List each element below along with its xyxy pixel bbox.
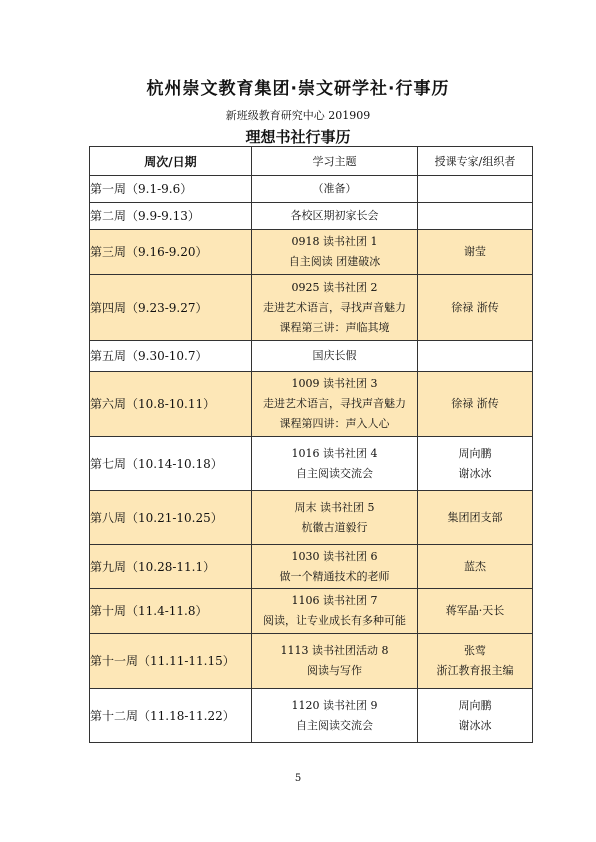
topic-line: 国庆长假 xyxy=(312,349,357,362)
expert-line: 张莺 xyxy=(464,644,486,657)
topic-line: 1016 读书社团 4 xyxy=(291,446,378,460)
week-cell: 第十一周（11.11-11.15） xyxy=(90,634,252,689)
topic-line: 1113 读书社团活动 8 xyxy=(280,644,389,657)
topic-line: 课程第四讲：声入人心 xyxy=(279,417,390,430)
table-row xyxy=(90,230,533,275)
schedule-table xyxy=(89,146,533,743)
header-topic: 学习主题 xyxy=(252,147,418,176)
topic-cell xyxy=(252,230,418,275)
table-row xyxy=(90,437,533,491)
topic-line: 阅读与写作 xyxy=(307,664,362,677)
week-cell: 第八周（10.21-10.25） xyxy=(90,491,252,545)
topic-cell xyxy=(252,689,418,743)
table-row xyxy=(90,341,533,372)
topic-cell xyxy=(252,341,418,372)
topic-line: 1030 读书社团 6 xyxy=(291,549,378,563)
topic-line: 各校区期初家长会 xyxy=(290,209,379,222)
topic-line: 杭徽古道毅行 xyxy=(301,520,368,534)
topic-cell xyxy=(252,372,418,437)
topic-line: 1009 读书社团 3 xyxy=(291,377,378,390)
expert-cell xyxy=(418,689,533,743)
expert-line: 周向鹏 xyxy=(458,446,492,460)
document-title: 杭州崇文教育集团·崇文研学社·行事历 xyxy=(146,79,450,99)
header-week: 周次/日期 xyxy=(90,147,252,176)
week-cell: 第一周（9.1-9.6） xyxy=(90,176,252,203)
topic-line: 自主阅读 团建破冰 xyxy=(288,255,381,268)
expert-line: 谢冰冰 xyxy=(458,718,492,732)
expert-cell xyxy=(418,341,533,372)
topic-line: 自主阅读交流会 xyxy=(296,466,373,480)
topic-cell xyxy=(252,634,418,689)
header-expert: 授课专家/组织者 xyxy=(418,147,533,176)
expert-cell xyxy=(418,491,533,545)
document-subtitle: 新班级教育研究中心 201909 xyxy=(225,109,371,122)
topic-line: 走进艺术语言，寻找声音魅力 xyxy=(263,397,406,410)
week-cell: 第六周（10.8-10.11） xyxy=(90,372,252,437)
expert-cell xyxy=(418,275,533,341)
expert-line: 蒋军晶·天长 xyxy=(445,604,505,617)
topic-line: 1120 读书社团 9 xyxy=(291,698,378,712)
topic-cell xyxy=(252,589,418,634)
table-row xyxy=(90,176,533,203)
week-cell: 第十周（11.4-11.8） xyxy=(90,589,252,634)
topic-line: 0918 读书社团 1 xyxy=(291,235,378,248)
topic-cell xyxy=(252,437,418,491)
week-cell: 第九周（10.28-11.1） xyxy=(90,545,252,589)
expert-line: 浙江教育报主编 xyxy=(436,664,514,677)
table-header-row xyxy=(90,147,533,176)
topic-line: 自主阅读交流会 xyxy=(296,718,373,732)
topic-cell xyxy=(252,203,418,230)
week-cell: 第二周（9.9-9.13） xyxy=(90,203,252,230)
week-cell: 第五周（9.30-10.7） xyxy=(90,341,252,372)
topic-cell xyxy=(252,275,418,341)
expert-line: 蓝杰 xyxy=(464,559,486,573)
week-cell: 第十二周（11.18-11.22） xyxy=(90,689,252,743)
table-row xyxy=(90,589,533,634)
topic-line: 走进艺术语言，寻找声音魅力 xyxy=(263,300,406,314)
expert-cell xyxy=(418,589,533,634)
table-row xyxy=(90,372,533,437)
expert-line: 谢冰冰 xyxy=(458,466,492,480)
topic-line: 1106 读书社团 7 xyxy=(291,594,378,607)
table-row xyxy=(90,275,533,341)
expert-line: 徐禄 浙传 xyxy=(451,300,499,314)
table-row xyxy=(90,634,533,689)
table-row xyxy=(90,203,533,230)
table-row xyxy=(90,689,533,743)
expert-line: 集团团支部 xyxy=(447,510,503,524)
topic-line: 周末 读书社团 5 xyxy=(294,500,375,514)
expert-cell xyxy=(418,634,533,689)
expert-cell xyxy=(418,545,533,589)
week-cell: 第七周（10.14-10.18） xyxy=(90,437,252,491)
topic-line: （准备） xyxy=(312,182,357,195)
expert-line: 周向鹏 xyxy=(458,698,492,712)
topic-cell xyxy=(252,176,418,203)
expert-line: 谢莹 xyxy=(464,245,486,258)
topic-line: 0925 读书社团 2 xyxy=(291,280,378,294)
topic-cell xyxy=(252,545,418,589)
expert-cell xyxy=(418,230,533,275)
schedule-heading: 理想书社行事历 xyxy=(245,128,351,146)
topic-line: 做一个精通技术的老师 xyxy=(279,569,390,583)
expert-cell xyxy=(418,176,533,203)
table-row xyxy=(90,491,533,545)
table-row xyxy=(90,545,533,589)
page-number: 5 xyxy=(294,773,302,784)
expert-line: 徐禄 浙传 xyxy=(451,397,499,410)
week-cell: 第四周（9.23-9.27） xyxy=(90,275,252,341)
expert-cell xyxy=(418,372,533,437)
topic-line: 阅读，让专业成长有多种可能 xyxy=(263,614,406,627)
schedule-body xyxy=(90,176,533,743)
expert-cell xyxy=(418,203,533,230)
topic-line: 课程第三讲：声临其境 xyxy=(279,320,390,334)
week-cell: 第三周（9.16-9.20） xyxy=(90,230,252,275)
topic-cell xyxy=(252,491,418,545)
expert-cell xyxy=(418,437,533,491)
